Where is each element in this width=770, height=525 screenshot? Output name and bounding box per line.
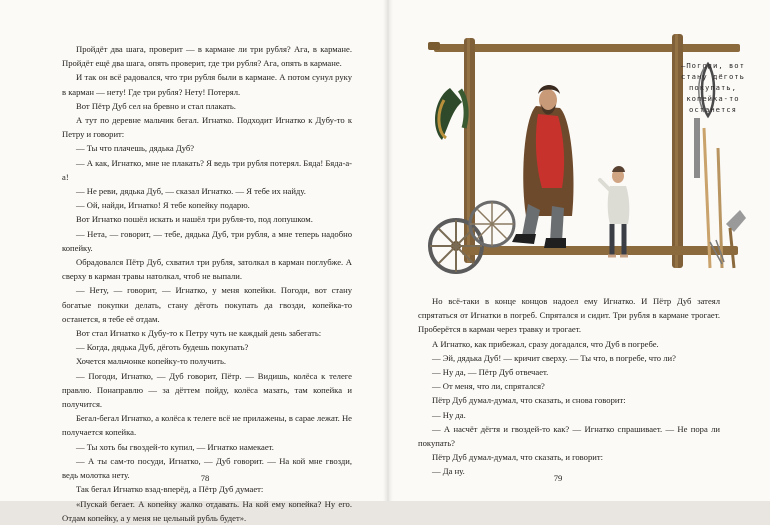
paragraph: — А насчёт дёгтя и гвоздей-то как? — Игнатко спрашивает. — Не пора ли покупать? [418,423,720,449]
paragraph: А Игнатко, как прибежал, сразу догадался, что Дуб в погребе. [432,338,659,349]
paragraph: — Нета, — говорит, — тебе, дядька Дуб, три рубля, а мне теперь надобно копейку. [62,228,352,253]
page-number: 79 [553,473,563,483]
right-page [386,0,770,501]
paragraph: Но всё-таки в конце концов надоел ему Игнатко. И Пётр Дуб затеял спрятаться от Игнатки в погреб. Спрятался и сидит. Три рубля в кармане трогает. Проберётся в карман через травку и трогает. [418,296,720,335]
paragraph: Вот стал Игнатко к Дубу-то к Петру чуть не каждый день забегать: [76,328,322,339]
man-figure [512,85,574,248]
paragraph: — От меня, что ли, спрятался? [432,381,545,392]
paragraph: — Нету, — говорит, — Игнатко, у меня копейки. Погоди, вот стану богатые покупки делать, стану дёготь покупать да гвозди, копейка-то останется, я тебе её отдам. [62,285,352,324]
paragraph: — Погоди, Игнатко, — Дуб говорит, Пётр. — Видишь, колёса к телеге правлю. Понаправлю — за дёттем пойду, колёса мазать, там копейка и получится. [62,370,352,410]
paragraph: «Пускай бегает. А копейку жалко отдавать. На кой ему копейка? Ну его. Отдам копейку, а у меня не цельный рубль будет». [62,498,352,523]
illustration-caption: —Погоди, вот стану дёготь покупать, копейка-то останется [681,61,745,114]
paragraph: Бегал-бегал Игнатко, а колёса к телеге всё не прилажены, в сарае лежат. Не получается копейка. [62,413,352,438]
paragraph: — А как, Игнатко, мне не плакать? Я ведь три рубля потерял. Бяда! Бяда-а-а! [62,157,352,182]
paragraph: — Ой, найди, Игнатко! Я тебе копейку подарю. [76,200,250,211]
paragraph: — Ну да. [432,409,466,420]
paragraph: Вот Пётр Дуб сел на бревно и стал плакать. [76,100,236,111]
paragraph: И так он всё радовался, что три рубля были в кармане. А потом сунул руку в карман — нету! Где три рубля? Нету! Потерял. [62,72,352,97]
paragraph: Пройдёт два шага, проверит — в кармане ли три рубля? Ага, в кармане. Пройдёт ещё два шага, опять проверит, где три рубля? Ага, опять в кармане. [62,44,352,69]
boy-figure [600,166,629,256]
paragraph: — Ну да, — Пётр Дуб отвечает. [432,367,549,378]
paragraph: Хочется мальчонке копейку-то получить. [76,356,227,367]
page-number: 78 [200,473,210,483]
paragraph: А тут по деревне мальчик бегал. Игнатко. Подходит Игнатко к Дубу-то к Петру и говорит: [62,115,352,140]
left-page [0,0,384,523]
paragraph: — Когда, дядька Дуб, дёготь будешь покупать? [76,342,249,353]
paragraph: Обрадовался Пётр Дуб, схватил три рубля, затолкал в карман поглубже. А сверху в карман травы натолкал, чтоб не выпали. [62,257,352,282]
right-page-text [418,294,720,479]
paragraph: — Ты хоть бы гвоздей-то купил, — Игнатко намекает. [76,441,274,452]
paragraph: — Ты что плачешь, дядька Дуб? [76,143,195,154]
paragraph: — Эй, дядька Дуб! — кричит сверху. — Ты что, в погребе, что ли? [432,352,676,363]
paragraph: — Да ну. [432,466,465,477]
paragraph: Так бегал Игнатко взад-вперёд, а Пётр Дуб думает: [76,484,264,495]
paragraph: — А ты сам-то посуди, Игнатко, — Дуб говорит. — На кой мне гвозди, ведь молотка нету. [62,455,352,481]
paragraph: Пётр Дуб думал-думал, что сказать, и снова говорит: [432,395,626,406]
left-page-text [62,42,352,525]
horse-collar [435,88,466,140]
paragraph: — Не реви, дядька Дуб, — сказал Игнатко. — Я тебе их найду. [76,186,306,197]
paragraph: Пётр Дуб думал-думал, что сказать, и говорит: [432,452,604,463]
paragraph: Вот Игнатко пошёл искать и нашёл три рубля-то, под лопушком. [76,214,313,225]
